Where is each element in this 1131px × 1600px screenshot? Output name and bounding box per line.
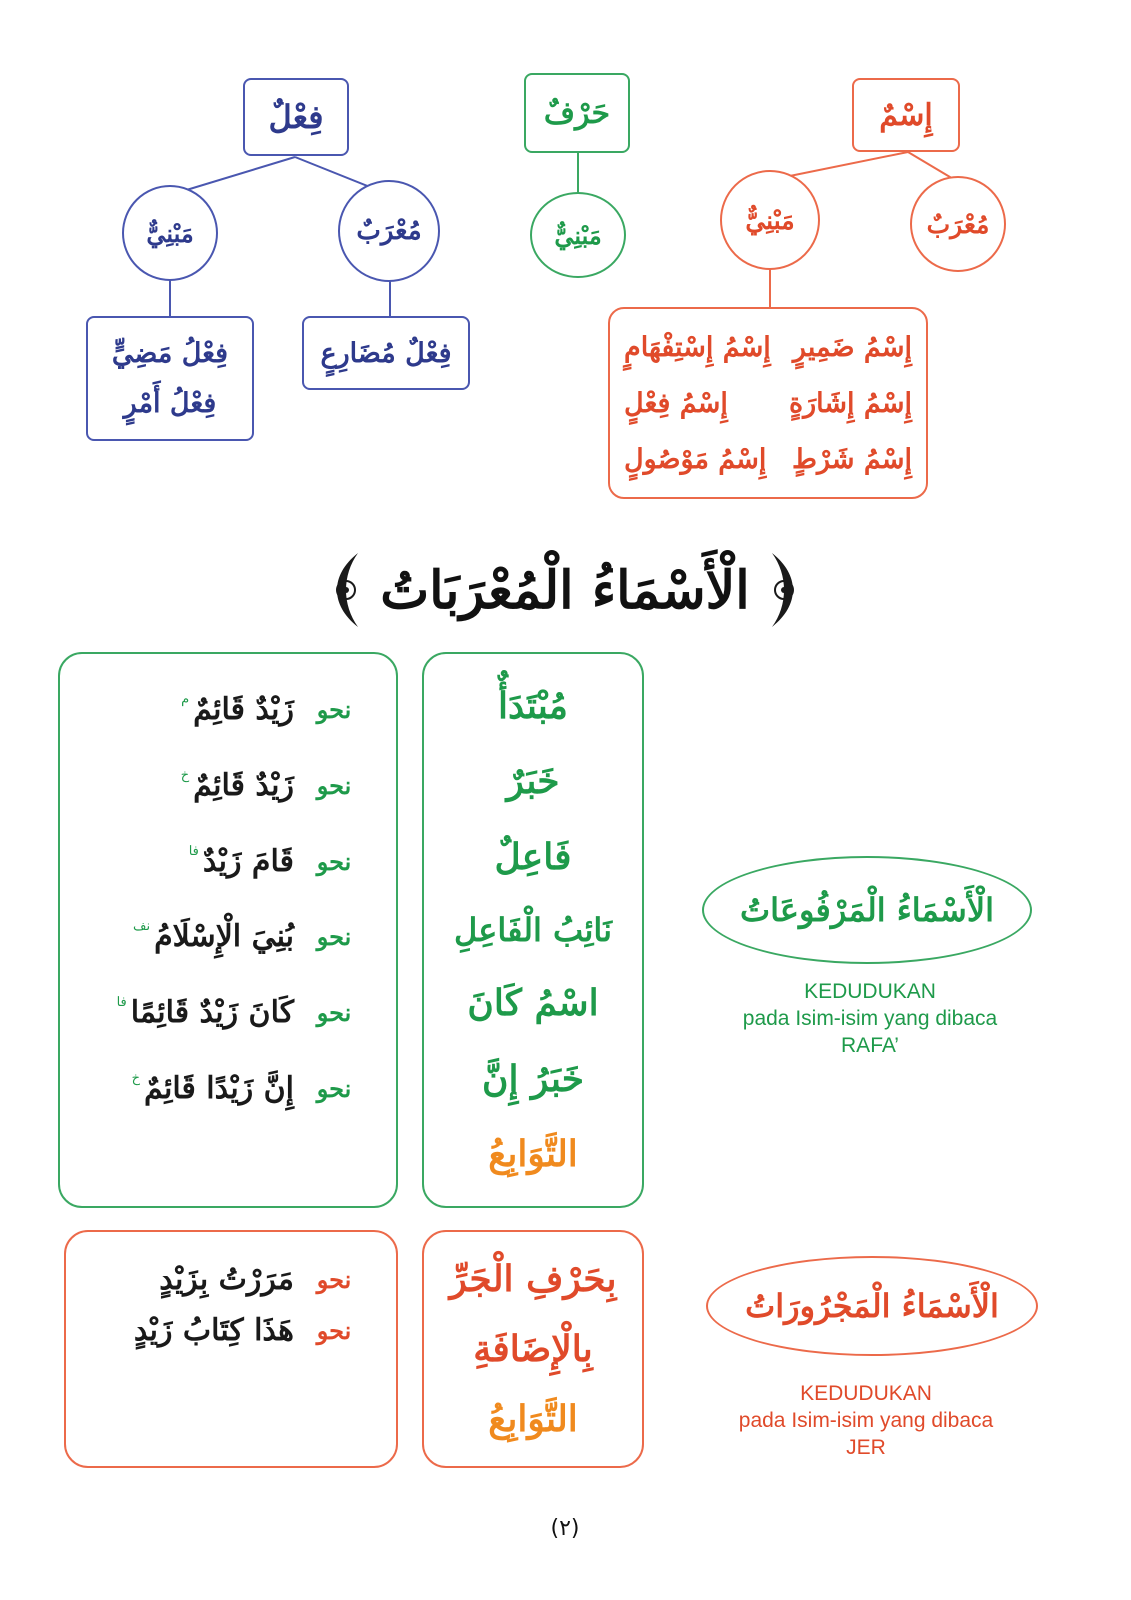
nahw-label: نحو: [316, 997, 352, 1027]
majrurat-examples-box: [64, 1230, 398, 1468]
majrurat-oval: [706, 1256, 1038, 1356]
example-mark: م: [181, 692, 190, 708]
nahw-label: نحو: [316, 695, 352, 725]
majrurat-example-row: [88, 1313, 374, 1348]
fiil-mabni-circle: [122, 185, 218, 281]
ism-row-1: [624, 332, 912, 363]
marfuat-example-row: [82, 1071, 374, 1106]
fiil-mabni-label: مَبْنِيٌّ: [146, 218, 194, 248]
marfuat-caption-line-2: pada Isim-isim yang dibaca: [742, 1007, 998, 1030]
harf-box: [524, 73, 630, 153]
term-khabar: خَبَرٌ: [506, 760, 560, 803]
fiil-box: [243, 78, 349, 156]
fiil-mudari-label: فِعْلٌ مُضَارِعٍ: [320, 337, 452, 369]
term-fail: فَاعِلٌ: [494, 835, 572, 878]
example-text: مَرَرْتُ بِزَيْدٍ: [159, 1262, 294, 1297]
majrurat-caption-line-2: pada Isim-isim yang dibaca: [738, 1409, 994, 1432]
example-mark: فا: [116, 994, 127, 1010]
majrurat-terms-box: [422, 1230, 644, 1468]
fiil-madi-label: فِعْلُ مَضِيٍّ: [111, 337, 229, 369]
example-text: إِنَّ زَيْدًا قَائِمٌ: [144, 1070, 294, 1106]
ism-syart: إِسْمُ شَرْطٍ: [792, 443, 912, 475]
marfuat-caption-line-1: KEDUDUKAN: [804, 980, 936, 1003]
ism-isyarah: إِسْمُ إِشَارَةٍ: [788, 387, 912, 419]
fiil-murab-circle: [338, 180, 440, 282]
example-text: كَانَ زَيْدٌ قَائِمًا: [130, 994, 294, 1030]
nahw-label: نحو: [316, 846, 352, 876]
fiil-title: فِعْلٌ: [268, 98, 324, 136]
harf-mabni-circle: [530, 192, 626, 278]
example-text: زَيْدٌ قَائِمٌ: [193, 767, 294, 803]
marfuat-examples-list: [82, 672, 374, 1126]
term-tawabi: التَّوَابِعُ: [488, 1398, 578, 1440]
ism-fiil: إِسْمُ فِعْلٍ: [624, 387, 728, 419]
marfuat-terms-list: [430, 668, 636, 1192]
ornament-right-icon: [760, 545, 810, 635]
ism-title: إِسْمٌ: [879, 97, 933, 133]
nahw-label: نحو: [316, 1265, 352, 1294]
example-text: هَذَا كِتَابُ زَيْدٍ: [133, 1313, 294, 1348]
term-khabar-inna: خَبَرُ إِنَّ: [482, 1057, 584, 1100]
ism-mabni-label: مَبْنِيٌّ: [745, 205, 795, 235]
fiil-mudari-box: [302, 316, 470, 390]
marfuat-oval: [702, 856, 1032, 964]
example-mark: نف: [133, 919, 151, 935]
term-tawabi: التَّوَابِعُ: [488, 1133, 578, 1176]
term-naib-fail: نَائِبُ الْفَاعِلِ: [453, 910, 613, 949]
nahw-label: نحو: [316, 1316, 352, 1345]
ism-istifham: إِسْمُ إِسْتِفْهَامٍ: [624, 331, 771, 363]
majrurat-caption: [696, 1380, 1036, 1461]
ism-murab-label: مُعْرَبٌ: [926, 209, 990, 239]
marfuat-example-row: [82, 692, 374, 727]
ism-row-2: [624, 388, 912, 419]
example-mark: خ: [131, 1070, 141, 1086]
fiil-murab-label: مُعْرَبٌ: [356, 216, 422, 246]
ism-damir: إِسْمُ ضَمِيرٍ: [792, 331, 912, 363]
example-text: بُنِيَ الْإِسْلَامُ: [154, 919, 294, 955]
majrurat-caption-line-1: KEDUDUKAN: [800, 1382, 932, 1405]
marfuat-caption-line-3: RAFA’: [841, 1034, 899, 1057]
majrurat-terms-list: [430, 1244, 636, 1454]
page-heading: الْأَسْمَاءُ الْمُعْرَبَاتُ: [380, 559, 750, 621]
term-ism-kana: اسْمُ كَانَ: [467, 982, 599, 1025]
heading-row: [320, 540, 810, 640]
marfuat-caption: [700, 978, 1040, 1059]
nahw-label: نحو: [316, 1073, 352, 1103]
nahw-label: نحو: [316, 770, 352, 800]
fiil-madi-amr-box: [86, 316, 254, 441]
marfuat-example-row: [82, 995, 374, 1030]
example-text: قَامَ زَيْدٌ: [202, 843, 294, 879]
term-bi-harf-jarr: بِحَرْفِ الْجَرِّ: [449, 1258, 617, 1300]
harf-mabni-label: مَبْنِيٌّ: [554, 220, 602, 250]
term-bil-idafah: بِالْإِضَافَةِ: [473, 1328, 593, 1370]
ism-mausul: إِسْمُ مَوْصُولٍ: [624, 443, 767, 475]
nahw-label: نحو: [316, 922, 352, 952]
marfuat-example-row: [82, 844, 374, 879]
marfuat-terms-box: [422, 652, 644, 1208]
fiil-amr-label: فِعْلُ أَمْرٍ: [123, 388, 217, 420]
harf-title: حَرْفٌ: [543, 95, 611, 131]
example-mark: فا: [188, 843, 199, 859]
ism-mabni-list-box: [608, 307, 928, 499]
term-mubtada: مُبْتَدَأٌ: [498, 684, 568, 727]
majrurat-examples-list: [88, 1254, 374, 1356]
ornament-left-icon: [320, 545, 370, 635]
ism-murab-circle: [910, 176, 1006, 272]
ism-row-3: [624, 444, 912, 475]
example-mark: خ: [180, 767, 190, 783]
ism-mabni-circle: [720, 170, 820, 270]
marfuat-oval-label: الْأَسْمَاءُ الْمَرْفُوعَاتُ: [740, 891, 994, 929]
majrurat-example-row: [88, 1262, 374, 1297]
marfuat-example-row: [82, 768, 374, 803]
majrurat-oval-label: الْأَسْمَاءُ الْمَجْرُورَاتُ: [745, 1287, 999, 1325]
majrurat-caption-line-3: JER: [846, 1436, 886, 1459]
page-number: (٢): [550, 1516, 580, 1541]
example-text: زَيْدٌ قَائِمٌ: [193, 692, 294, 728]
marfuat-example-row: [82, 919, 374, 954]
ism-box: [852, 78, 960, 152]
marfuat-examples-box: [58, 652, 398, 1208]
